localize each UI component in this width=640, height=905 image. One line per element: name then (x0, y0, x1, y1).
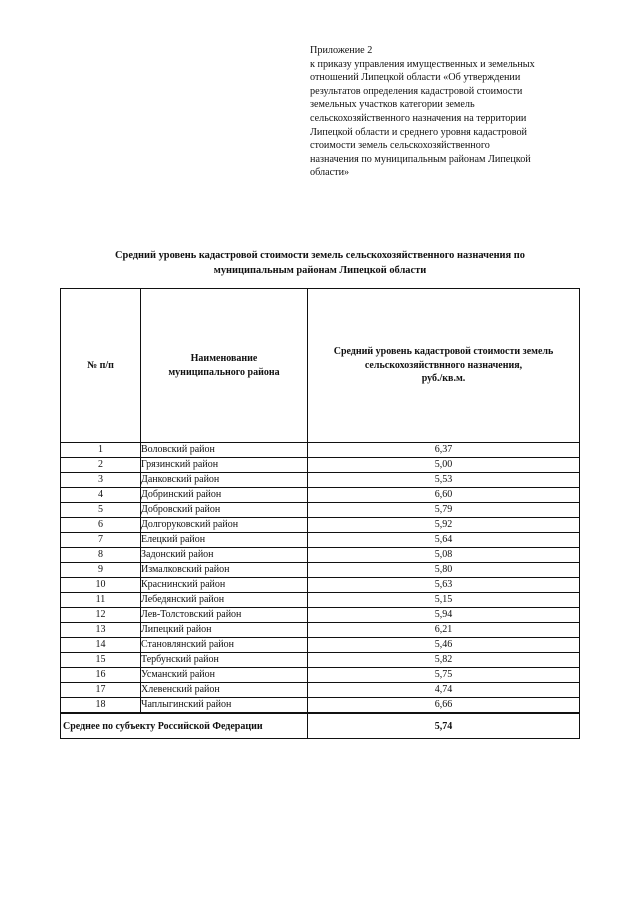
document-title-line: Средний уровень кадастровой стоимости земель сельскохозяйственного назначения по (115, 250, 525, 261)
table-row (61, 488, 580, 503)
table-row (61, 503, 580, 518)
table-row (61, 683, 580, 698)
row-value: 5,53 (308, 473, 580, 488)
appendix-line: области» (310, 167, 350, 179)
row-value: 6,66 (308, 698, 580, 714)
document-title (60, 249, 580, 278)
row-district-name: Елецкий район (141, 533, 308, 548)
row-district-name: Измалковский район (141, 563, 308, 578)
appendix-line: назначения по муниципальным районам Липецкой (310, 153, 531, 165)
row-district-name: Задонский район (141, 548, 308, 563)
row-district-name: Липецкий район (141, 623, 308, 638)
row-value: 5,82 (308, 653, 580, 668)
row-district-name: Добровский район (141, 503, 308, 518)
row-district-name: Данковский район (141, 473, 308, 488)
row-value: 5,15 (308, 593, 580, 608)
row-number: 11 (61, 593, 141, 608)
row-value: 5,94 (308, 608, 580, 623)
row-district-name: Добринский район (141, 488, 308, 503)
row-district-name: Хлевенский район (141, 683, 308, 698)
appendix-line: отношений Липецкой области «Об утверждении (310, 72, 521, 84)
appendix-line: к приказу управления имущественных и земельных (310, 58, 535, 70)
row-number: 14 (61, 638, 141, 653)
table-row (61, 533, 580, 548)
row-number: 18 (61, 698, 141, 714)
row-district-name: Воловский район (141, 443, 308, 458)
appendix-line: земельных участков категории земель (310, 99, 475, 111)
table-row (61, 698, 580, 714)
row-number: 7 (61, 533, 141, 548)
header-value (308, 289, 580, 443)
table-row (61, 473, 580, 488)
row-value: 4,74 (308, 683, 580, 698)
row-value: 5,46 (308, 638, 580, 653)
row-value: 5,64 (308, 533, 580, 548)
average-label: Среднее по субъекту Российской Федерации (61, 713, 308, 739)
row-number: 15 (61, 653, 141, 668)
table-row (61, 593, 580, 608)
row-value: 6,60 (308, 488, 580, 503)
appendix-line: результатов определения кадастровой стоимости (310, 85, 523, 97)
row-district-name: Лебедянский район (141, 593, 308, 608)
appendix-note (310, 44, 610, 180)
row-number: 2 (61, 458, 141, 473)
row-district-name: Становлянский район (141, 638, 308, 653)
header-number (61, 289, 141, 443)
row-value: 5,75 (308, 668, 580, 683)
table-row (61, 638, 580, 653)
table-row (61, 563, 580, 578)
row-value: 5,79 (308, 503, 580, 518)
row-number: 4 (61, 488, 141, 503)
row-district-name: Грязинский район (141, 458, 308, 473)
row-number: 8 (61, 548, 141, 563)
table-row (61, 623, 580, 638)
appendix-line: стоимости земель сельскохозяйственного (310, 140, 490, 152)
header-name-line: Наименование (190, 353, 258, 364)
header-name-line: муниципального района (168, 366, 280, 378)
row-number: 3 (61, 473, 141, 488)
row-district-name: Краснинский район (141, 578, 308, 593)
table-row (61, 518, 580, 533)
cadastral-value-table (60, 288, 580, 739)
row-number: 6 (61, 518, 141, 533)
document-title-line: муниципальным районам Липецкой области (213, 264, 427, 276)
row-value: 5,80 (308, 563, 580, 578)
row-number: 13 (61, 623, 141, 638)
row-number: 1 (61, 443, 141, 458)
row-number: 5 (61, 503, 141, 518)
appendix-line: Приложение 2 (310, 45, 373, 56)
average-value: 5,74 (308, 713, 580, 739)
row-number: 17 (61, 683, 141, 698)
row-district-name: Чаплыгинский район (141, 698, 308, 714)
row-number: 16 (61, 668, 141, 683)
table-header-row (61, 289, 580, 443)
row-number: 10 (61, 578, 141, 593)
table-row (61, 668, 580, 683)
row-value: 5,08 (308, 548, 580, 563)
row-district-name: Тербунский район (141, 653, 308, 668)
table-row (61, 608, 580, 623)
table-row (61, 578, 580, 593)
row-district-name: Усманский район (141, 668, 308, 683)
table-row (61, 458, 580, 473)
table-row (61, 653, 580, 668)
average-row (61, 713, 580, 739)
header-name (141, 289, 308, 443)
appendix-line: Липецкой области и среднего уровня кадастровой (310, 126, 528, 138)
row-value: 5,00 (308, 458, 580, 473)
row-value: 5,92 (308, 518, 580, 533)
row-value: 6,21 (308, 623, 580, 638)
row-number: 9 (61, 563, 141, 578)
row-district-name: Долгоруковский район (141, 518, 308, 533)
table-row (61, 548, 580, 563)
appendix-line: сельскохозяйственного назначения на территории (310, 112, 527, 124)
row-district-name: Лев-Толстовский район (141, 608, 308, 623)
table-row (61, 443, 580, 458)
header-number-label: № п/п (87, 359, 114, 371)
row-value: 5,63 (308, 578, 580, 593)
header-value-line: руб./кв.м. (421, 373, 466, 385)
header-value-line: сельскохозяйствнного назначения, (364, 359, 523, 371)
row-number: 12 (61, 608, 141, 623)
header-value-line: Средний уровень кадастровой стоимости земель (333, 346, 554, 358)
row-value: 6,37 (308, 443, 580, 458)
